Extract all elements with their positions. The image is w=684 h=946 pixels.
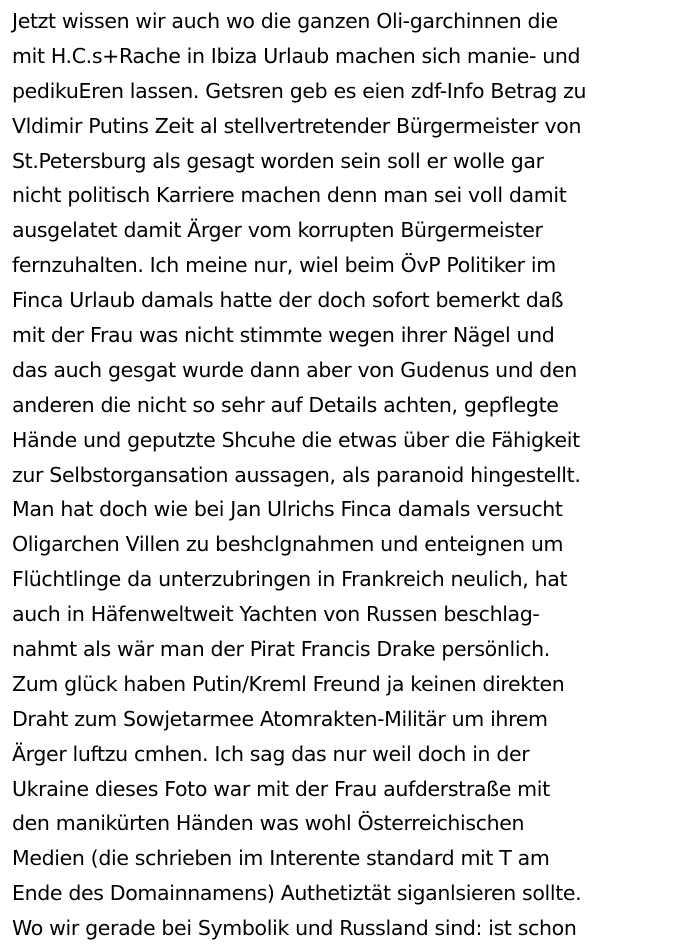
text-line: anderen die nicht so sehr auf Details achten, gepflegte [12,392,559,417]
text-line: St.Petersburg als gesagt worden sein soll er wolle gar [12,148,544,173]
text-line: Finca Urlaub damals hatte der doch sofort bemerkt daß [12,288,564,313]
text-line: das auch gesgat wurde dann aber von Gudenus und den [12,357,577,382]
text-line: Draht zum Sowjetarmee Atomrakten-Militär um ihrem [12,706,548,731]
text-line: den manikürten Händen was wohl Österreichischen [12,811,525,836]
text-line: ausgelatet damit Ärger vom korrupten Bürgermeister [12,218,543,243]
text-line: zur Selbstorgansation aussagen, als paranoid hingestellt. [12,462,581,487]
text-line: nahmt als wär man der Pirat Francis Drake persönlich. [12,637,550,662]
text-line: Medien (die schrieben im Interente standard mit T am [12,846,550,871]
text-line: nicht politisch Karriere machen denn man sei voll damit [12,183,567,208]
text-line: Oligarchen Villen zu beshclgnahmen und enteignen um [12,532,564,557]
text-line: mit H.C.s+Rache in Ibiza Urlaub machen sich manie- und [12,43,581,68]
text-line: Ende des Domainnamens) Authetiztät siganlsieren sollte. [12,881,582,906]
text-line: mit der Frau was nicht stimmte wegen ihrer Nägel und [12,323,555,348]
text-line: Ukraine dieses Foto war mit der Frau aufderstraße mit [12,776,550,801]
body-text [12,4,680,946]
text-line: Vldimir Putins Zeit al stellvertretender Bürgermeister von [12,113,582,138]
text-line: Hände und geputzte Shcuhe die etwas über die Fähigkeit [12,427,580,452]
text-line: Ärger luftzu cmhen. Ich sag das nur weil doch in der [12,741,530,766]
text-line: Man hat doch wie bei Jan Ulrichs Finca damals versucht [12,497,563,522]
text-line: auch in Häfenweltweit Yachten von Russen beschlag- [12,602,540,627]
text-line: fernzuhalten. Ich meine nur, wiel beim ÖvP Politiker im [12,253,556,278]
text-line: pedikuEren lassen. Getsren geb es eien zdf-Info Betrag zu [12,78,587,103]
text-line: Jetzt wissen wir auch wo die ganzen Oli-garchinnen die [12,9,558,33]
text-line: Zum glück haben Putin/Kreml Freund ja keinen direkten [12,671,565,696]
text-line: Wo wir gerade bei Symbolik und Russland sind: ist schon [12,916,577,941]
text-line: Flüchtlinge da unterzubringen in Frankreich neulich, hat [12,567,568,592]
